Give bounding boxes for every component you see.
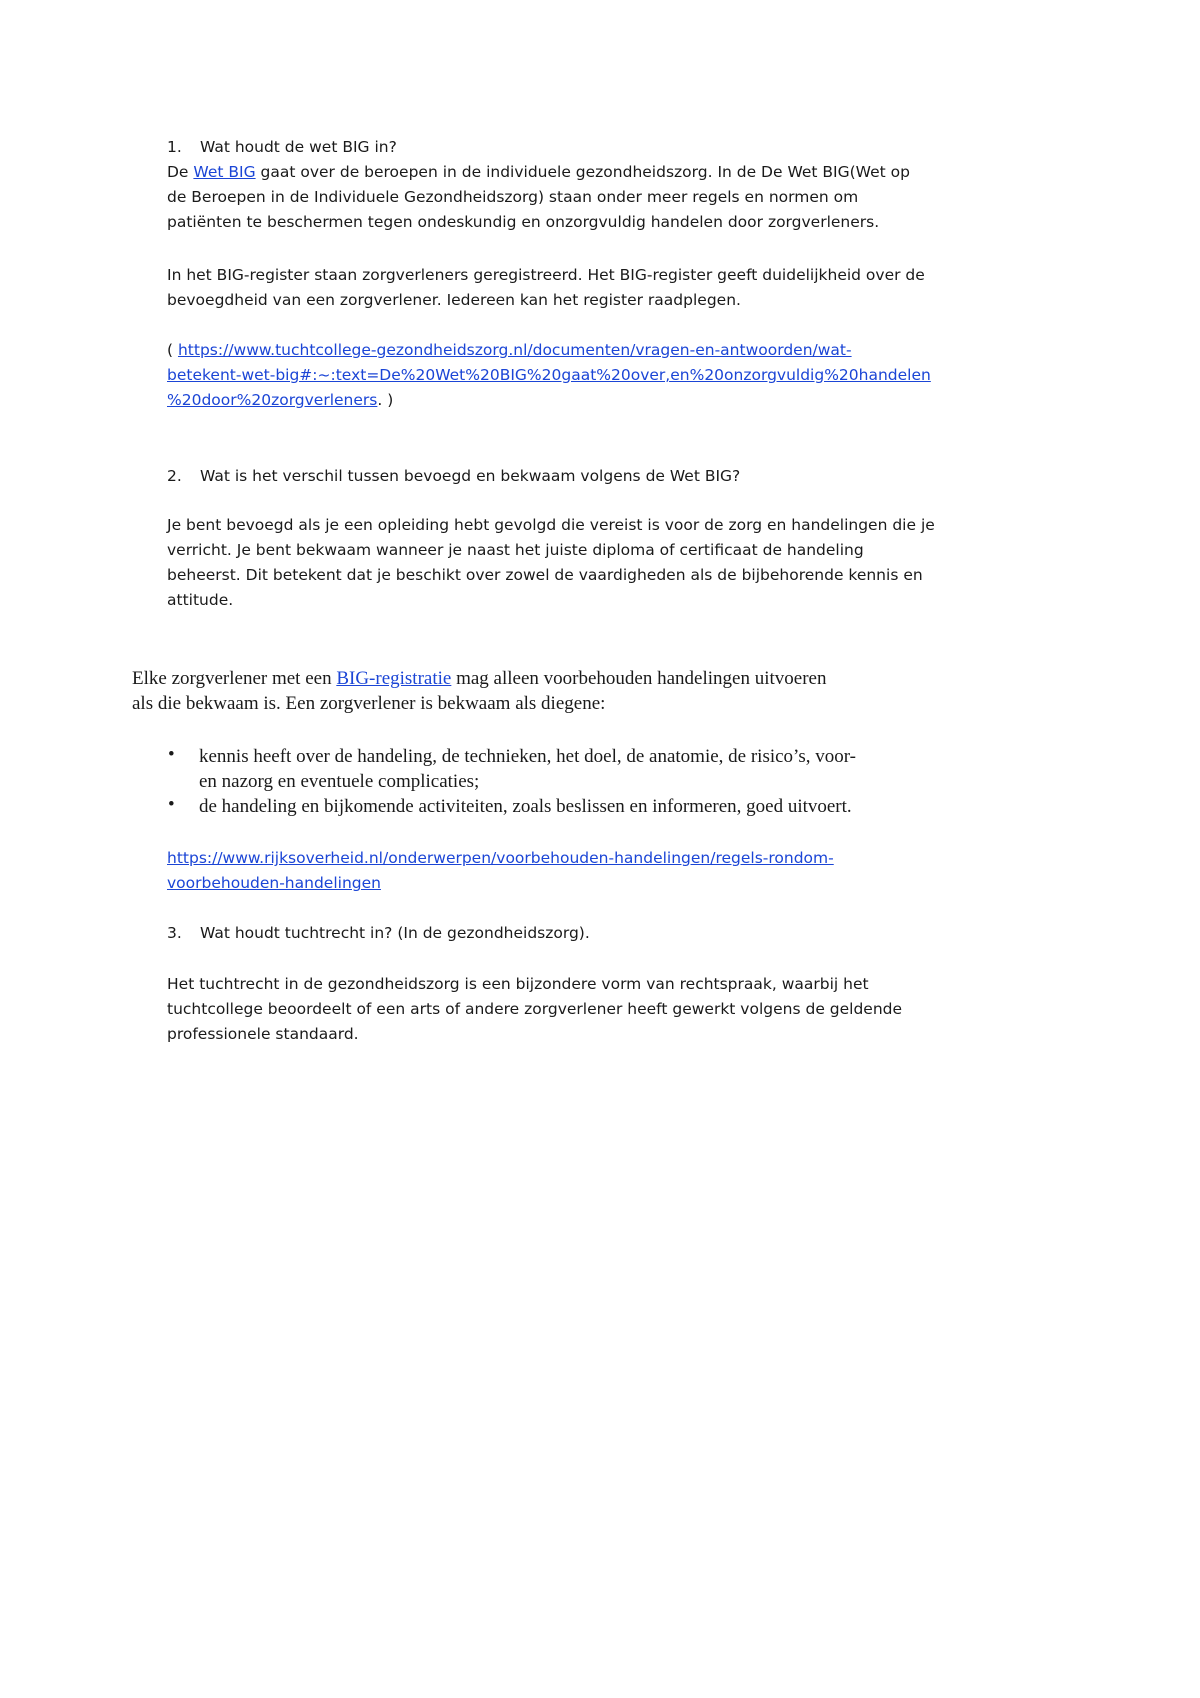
q2-paragraph-line-1: Je bent bevoegd als je een opleiding hebt gevolgd die vereist is voor de zorg en handelingen die je xyxy=(167,516,935,534)
quote-section xyxy=(132,666,992,716)
q2-paragraph-line-2: verricht. Je bent bekwaam wanneer je naast het juiste diploma of certificaat de handeling xyxy=(167,541,864,559)
rijksoverheid-source xyxy=(167,846,987,896)
question-3-section xyxy=(167,921,987,946)
q1-paragraph-2-line-1: In het BIG-register staan zorgverleners geregistreerd. Het BIG-register geeft duidelijkheid over de xyxy=(167,266,925,284)
quote-text-cont: mag alleen voorbehouden handelingen uitvoeren xyxy=(451,668,827,689)
tuchtcollege-link[interactable]: https://www.tuchtcollege-gezondheidszorg.nl/documenten/vragen-en-antwoorden/wat- xyxy=(177,341,852,359)
q1-p1-text-cont: gaat over de beroepen in de individuele gezondheidszorg. In de De Wet BIG(Wet op xyxy=(255,163,910,181)
tuchtcollege-link-end[interactable]: %20door%20zorgverleners xyxy=(167,391,378,409)
q1-source-line-2 xyxy=(167,363,987,388)
q3-paragraph-line-1: Het tuchtrecht in de gezondheidszorg is een bijzondere vorm van rechtspraak, waarbij het xyxy=(167,975,869,993)
quote-text: Elke zorgverlener met een xyxy=(132,668,337,689)
list-item xyxy=(132,744,992,794)
bullet-icon: • xyxy=(168,794,175,815)
q1-paragraph-2 xyxy=(167,263,987,313)
q2-paragraph xyxy=(167,513,987,613)
question-1-number: 1. xyxy=(167,138,182,156)
q1-source xyxy=(167,338,987,413)
q2-paragraph-line-4: attitude. xyxy=(167,591,234,609)
question-2-text: Wat is het verschil tussen bevoegd en bekwaam volgens de Wet BIG? xyxy=(200,467,741,485)
source-open-paren: ( xyxy=(167,341,178,359)
q1-source-line-3 xyxy=(167,388,987,413)
rijksoverheid-link[interactable]: https://www.rijksoverheid.nl/onderwerpen/voorbehouden-handelingen/regels-rondom- xyxy=(167,849,834,867)
quote-line-1 xyxy=(132,666,992,691)
q2-paragraph-line-3: beheerst. Dit betekent dat je beschikt over zowel de vaardigheden als de bijbehorende kennis en xyxy=(167,566,923,584)
question-3-text: Wat houdt tuchtrecht in? (In de gezondheidszorg). xyxy=(200,924,590,942)
q1-paragraph-2-line-2: bevoegdheid van een zorgverlener. Iedereen kan het register raadplegen. xyxy=(167,291,741,309)
question-3-heading xyxy=(167,921,987,946)
question-2-heading xyxy=(167,464,987,489)
bullet-icon: • xyxy=(168,744,175,765)
bullet-1-line-2: en nazorg en eventuele complicaties; xyxy=(199,771,480,792)
q1-p1-text: De xyxy=(167,163,194,181)
question-3-number: 3. xyxy=(167,924,182,942)
q3-paragraph-line-3: professionele standaard. xyxy=(167,1025,359,1043)
q1-paragraph-1-line-2: de Beroepen in de Individuele Gezondheidszorg) staan onder meer regels en normen om xyxy=(167,188,859,206)
q3-paragraph-line-2: tuchtcollege beoordeelt of een arts of andere zorgverlener heeft gewerkt volgens de geldende xyxy=(167,1000,903,1018)
quote-line-2: als die bekwaam is. Een zorgverlener is bekwaam als diegene: xyxy=(132,693,606,714)
question-1-heading xyxy=(167,135,987,160)
q3-paragraph xyxy=(167,972,987,1047)
rijksoverheid-link-cont[interactable]: voorbehouden-handelingen xyxy=(167,874,381,892)
q1-source-line-1 xyxy=(167,338,987,363)
bullet-1-line-1: kennis heeft over de handeling, de technieken, het doel, de anatomie, de risico’s, voor- xyxy=(199,746,857,767)
rijksoverheid-line-2 xyxy=(167,871,987,896)
list-item xyxy=(132,794,992,819)
question-1-section xyxy=(167,135,987,235)
question-2-number: 2. xyxy=(167,467,182,485)
rijksoverheid-line-1 xyxy=(167,846,987,871)
q1-paragraph-1-line-3: patiënten te beschermen tegen ondeskundig en onzorgvuldig handelen door zorgverleners. xyxy=(167,213,880,231)
quote-bullets xyxy=(132,744,992,819)
big-registratie-link[interactable]: BIG-registratie xyxy=(336,668,452,689)
question-1-text: Wat houdt de wet BIG in? xyxy=(200,138,397,156)
tuchtcollege-link-cont[interactable]: betekent-wet-big#:~:text=De%20Wet%20BIG%20gaat%20over,en%20onzorgvuldig%20handelen xyxy=(167,366,931,384)
wet-big-link[interactable]: Wet BIG xyxy=(193,163,256,181)
source-close-paren: . ) xyxy=(377,391,394,409)
q1-paragraph-1-line-1 xyxy=(167,160,987,185)
bullet-2-line-1: de handeling en bijkomende activiteiten, zoals beslissen en informeren, goed uitvoert. xyxy=(199,796,852,817)
question-2-section xyxy=(167,464,987,489)
